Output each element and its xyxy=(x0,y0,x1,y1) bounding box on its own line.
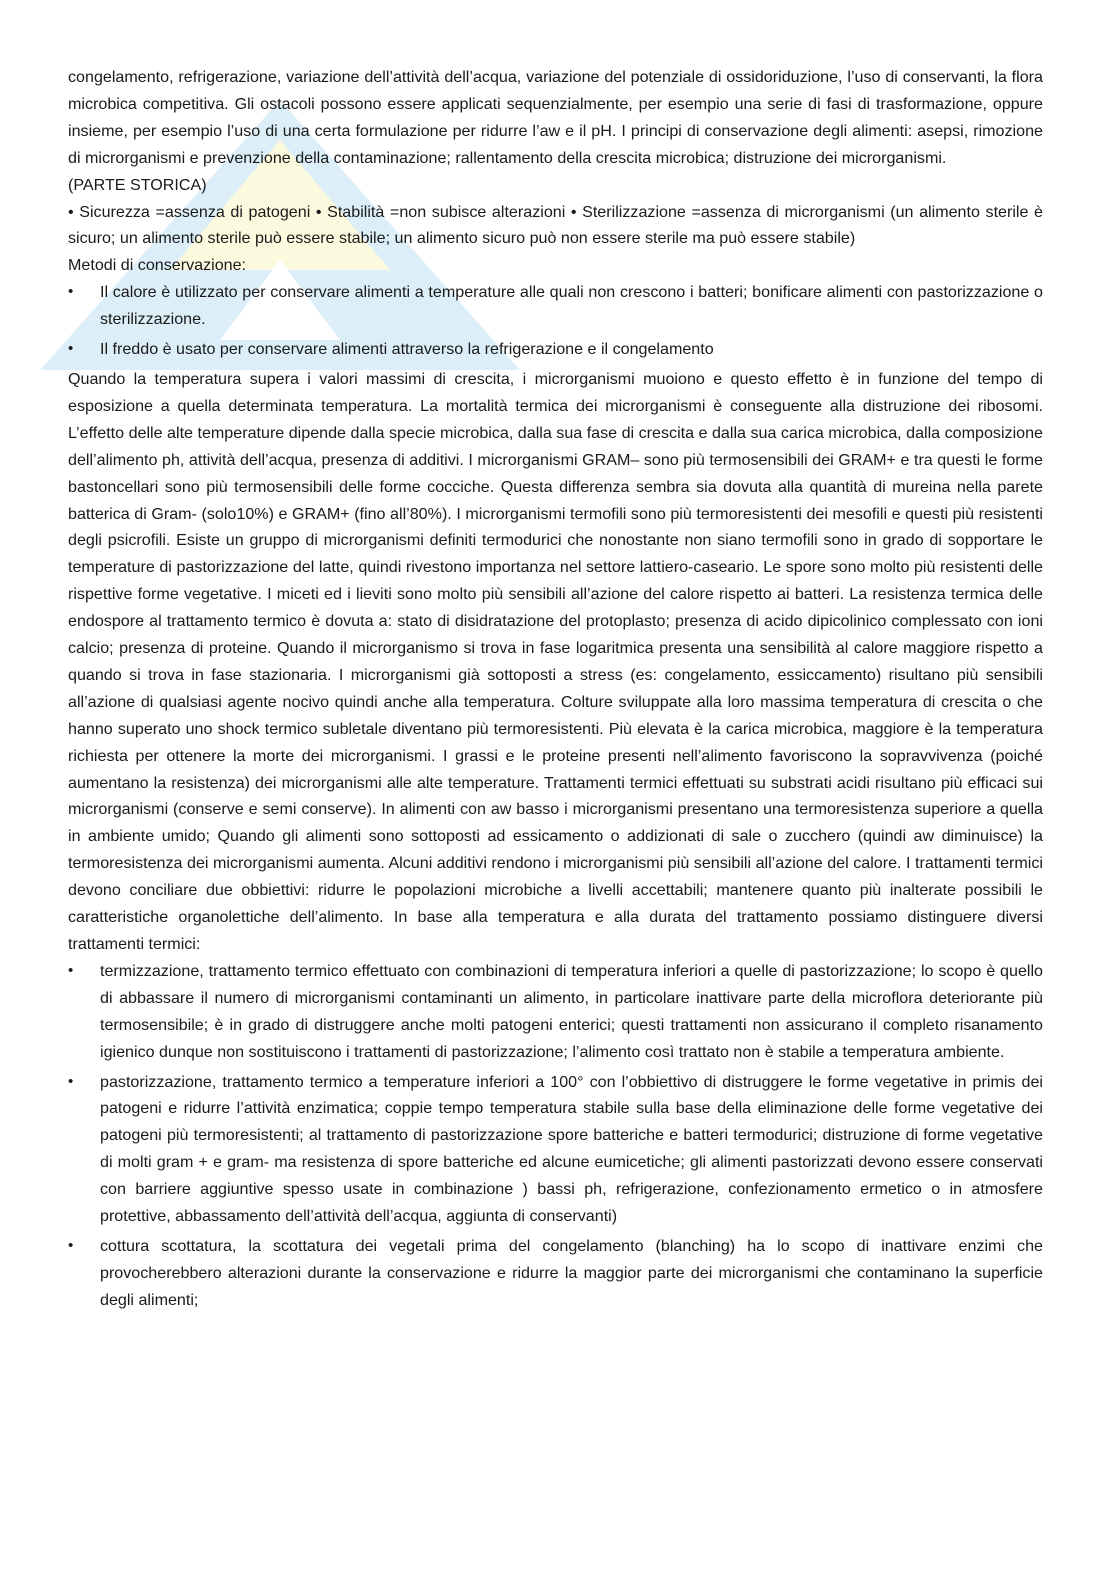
bullet-icon: • xyxy=(68,1072,74,1090)
list-item xyxy=(68,279,1043,333)
treatments-list xyxy=(68,958,1043,1314)
intro-paragraph: congelamento, refrigerazione, variazione dell’attività dell’acqua, variazione del potenziale di ossidoriduzione, l’uso di conservanti, la flora microbica competitiva. Gli ostacoli possono essere applicati sequenzialmente, per esempio una serie di fasi di trasformazione, oppure insieme, per esempio l’uso di una certa formulazione per ridurre l’aw e il pH. I principi di conservazione degli alimenti: asepsi, rimozione di microrganismi e prevenzione della contaminazione; rallentamento della crescita microbica; distruzione dei microrganismi. xyxy=(68,68,1043,167)
main-paragraph: Quando la temperatura supera i valori massimi di crescita, i microrganismi muoiono e questo effetto è in funzione del tempo di esposizione a quella determinata temperatura. La mortalità termica dei microrganismi è conseguente alla distruzione dei ribosomi. L’effetto delle alte temperature dipende dalla specie microbica, dalla sua fase di crescita e dalla sua carica microbica, dalla composizione dell’alimento ph, attività dell’acqua, presenza di additivi. I microrganismi GRAM– sono più termosensibili dei GRAM+ e tra questi le forme bastoncellari sono più termosensibili delle forme cocciche. Questa differenza sembra sia dovuta alla quantità di mureina nella parete batterica di Gram- (solo10%) e GRAM+ (fino all’80%). I microrganismi termofili sono più termoresistenti dei mesofili e questi più resistenti degli psicrofili. Esiste un gruppo di microrganismi definiti termodurici che nonostante non siano termofili sono in grado di sopportare le temperature di pastorizzazione del latte, quindi rivestono importanza nel settore lattiero-caseario. Le spore sono molto più resistenti delle rispettive forme vegetative. I miceti ed i lieviti sono molto più sensibili all’azione del calore rispetto ai batteri. La resistenza termica delle endospore al trattamento termico è dovuta a: stato di disidratazione del protoplasto; presenza di acido dipicolinico complessato con ioni calcio; presenza di proteine. Quando il microrganismo si trova in fase logaritmica presenta una sensibilità al calore maggiore rispetto a quando si trova in fase stazionaria. I microrganismi già sottoposti a stress (es: congelamento, essiccamento) risultano più sensibili all’azione di qualsiasi agente nocivo quindi anche alla temperatura. Colture sviluppate alla loro massima temperatura di crescita o che hanno superato uno shock termico subletale diventano più termoresistenti. Più elevata è la carica microbica, maggiore è la temperatura richiesta per ottenere la morte dei microrganismi. I grassi e le proteine presenti nell’alimento favoriscono la sopravvivenza (poiché aumentano la resistenza) dei microrganismi alle alte temperature. Trattamenti termici effettuati su substrati acidi risultano più efficaci sui microrganismi (conserve e semi conserve). In alimenti con aw basso i microrganismi presentano una termoresistenza superiore a quella in ambiente umido; Quando gli alimenti sono sottoposti ad essicamento o addizionati di sale o zucchero (quindi aw diminuisce) la termoresistenza dei microrganismi aumenta. Alcuni additivi rendono i microrganismi più sensibili all’azione del calore. I trattamenti termici devono conciliare due obbiettivi: ridurre le popolazioni microbiche a livelli accettabili; mantenere quanto più inalterate possibili le caratteristiche organolettiche dell’alimento. In base alla temperatura e alla durata del trattamento possiamo distinguere diversi trattamenti termici: xyxy=(68,369,1043,953)
list-item-text: termizzazione, trattamento termico effettuato con combinazioni di temperatura inferiori a quelle di pastorizzazione; lo scopo è quello di abbassare il numero di microrganismi contaminanti un alimento, in particolare inattivare parte della microflora deteriorante più termosensibile; è in grado di distruggere anche molti patogeni enterici; questi trattamenti non assicurano il completo risanamento igienico dunque non sostituiscono i trattamenti di pastorizzazione; l’alimento così trattato non è stabile a temperatura ambiente. xyxy=(100,961,1043,1061)
historic-heading: (PARTE STORICA) xyxy=(68,175,207,194)
list-item-text: Il calore è utilizzato per conservare alimenti a temperature alle quali non crescono i batteri; bonificare alimenti con pastorizzazione o sterilizzazione. xyxy=(100,283,1043,329)
list-item-text: pastorizzazione, trattamento termico a temperature inferiori a 100° con l’obbiettivo di distruggere le forme vegetative in primis dei patogeni e ridurre l’attività enzimatica; coppie tempo temperatura stabile sulla base della eliminazione delle forme vegetative dei patogeni più termoresistenti; al trattamento di pastorizzazione spore batteriche e batteri termodurici; distruzione di forme vegetative di molti gram + e gram- ma resistenza di spore batteriche ed alcune eumicetiche; gli alimenti pastorizzati devono essere conservati con barriere aggiuntive spesso usate in combinazione ) bassi ph, refrigerazione, confezionamento ermetico o in atmosfere protettive, abbassamento dell’attività dell’acqua, aggiunta di conservanti) xyxy=(100,1072,1043,1226)
list-item-text: cottura scottatura, la scottatura dei vegetali prima del congelamento (blanching) ha lo scopo di inattivare enzimi che provocherebbero alterazioni durante la conservazione e ridurre la maggior parte dei microrganismi che contaminano la superficie degli alimenti; xyxy=(100,1236,1043,1309)
definitions-paragraph: • Sicurezza =assenza di patogeni • Stabilità =non subisce alterazioni • Sterilizzazione =assenza di microrganismi (un alimento sterile è sicuro; un alimento sterile può essere stabile; un alimento sicuro può non essere sterile ma può essere stabile) xyxy=(68,202,1043,248)
document-page xyxy=(68,64,1043,1317)
bullet-icon: • xyxy=(68,1236,74,1254)
list-item xyxy=(68,1069,1043,1230)
bullet-icon: • xyxy=(68,283,74,301)
methods-list xyxy=(68,279,1043,363)
list-item xyxy=(68,1233,1043,1314)
list-item-text: Il freddo è usato per conservare alimenti attraverso la refrigerazione e il congelamento xyxy=(100,340,714,359)
methods-heading: Metodi di conservazione: xyxy=(68,256,247,275)
list-item xyxy=(68,336,1043,363)
bullet-icon: • xyxy=(68,961,74,979)
bullet-icon: • xyxy=(68,340,74,358)
list-item xyxy=(68,958,1043,1066)
